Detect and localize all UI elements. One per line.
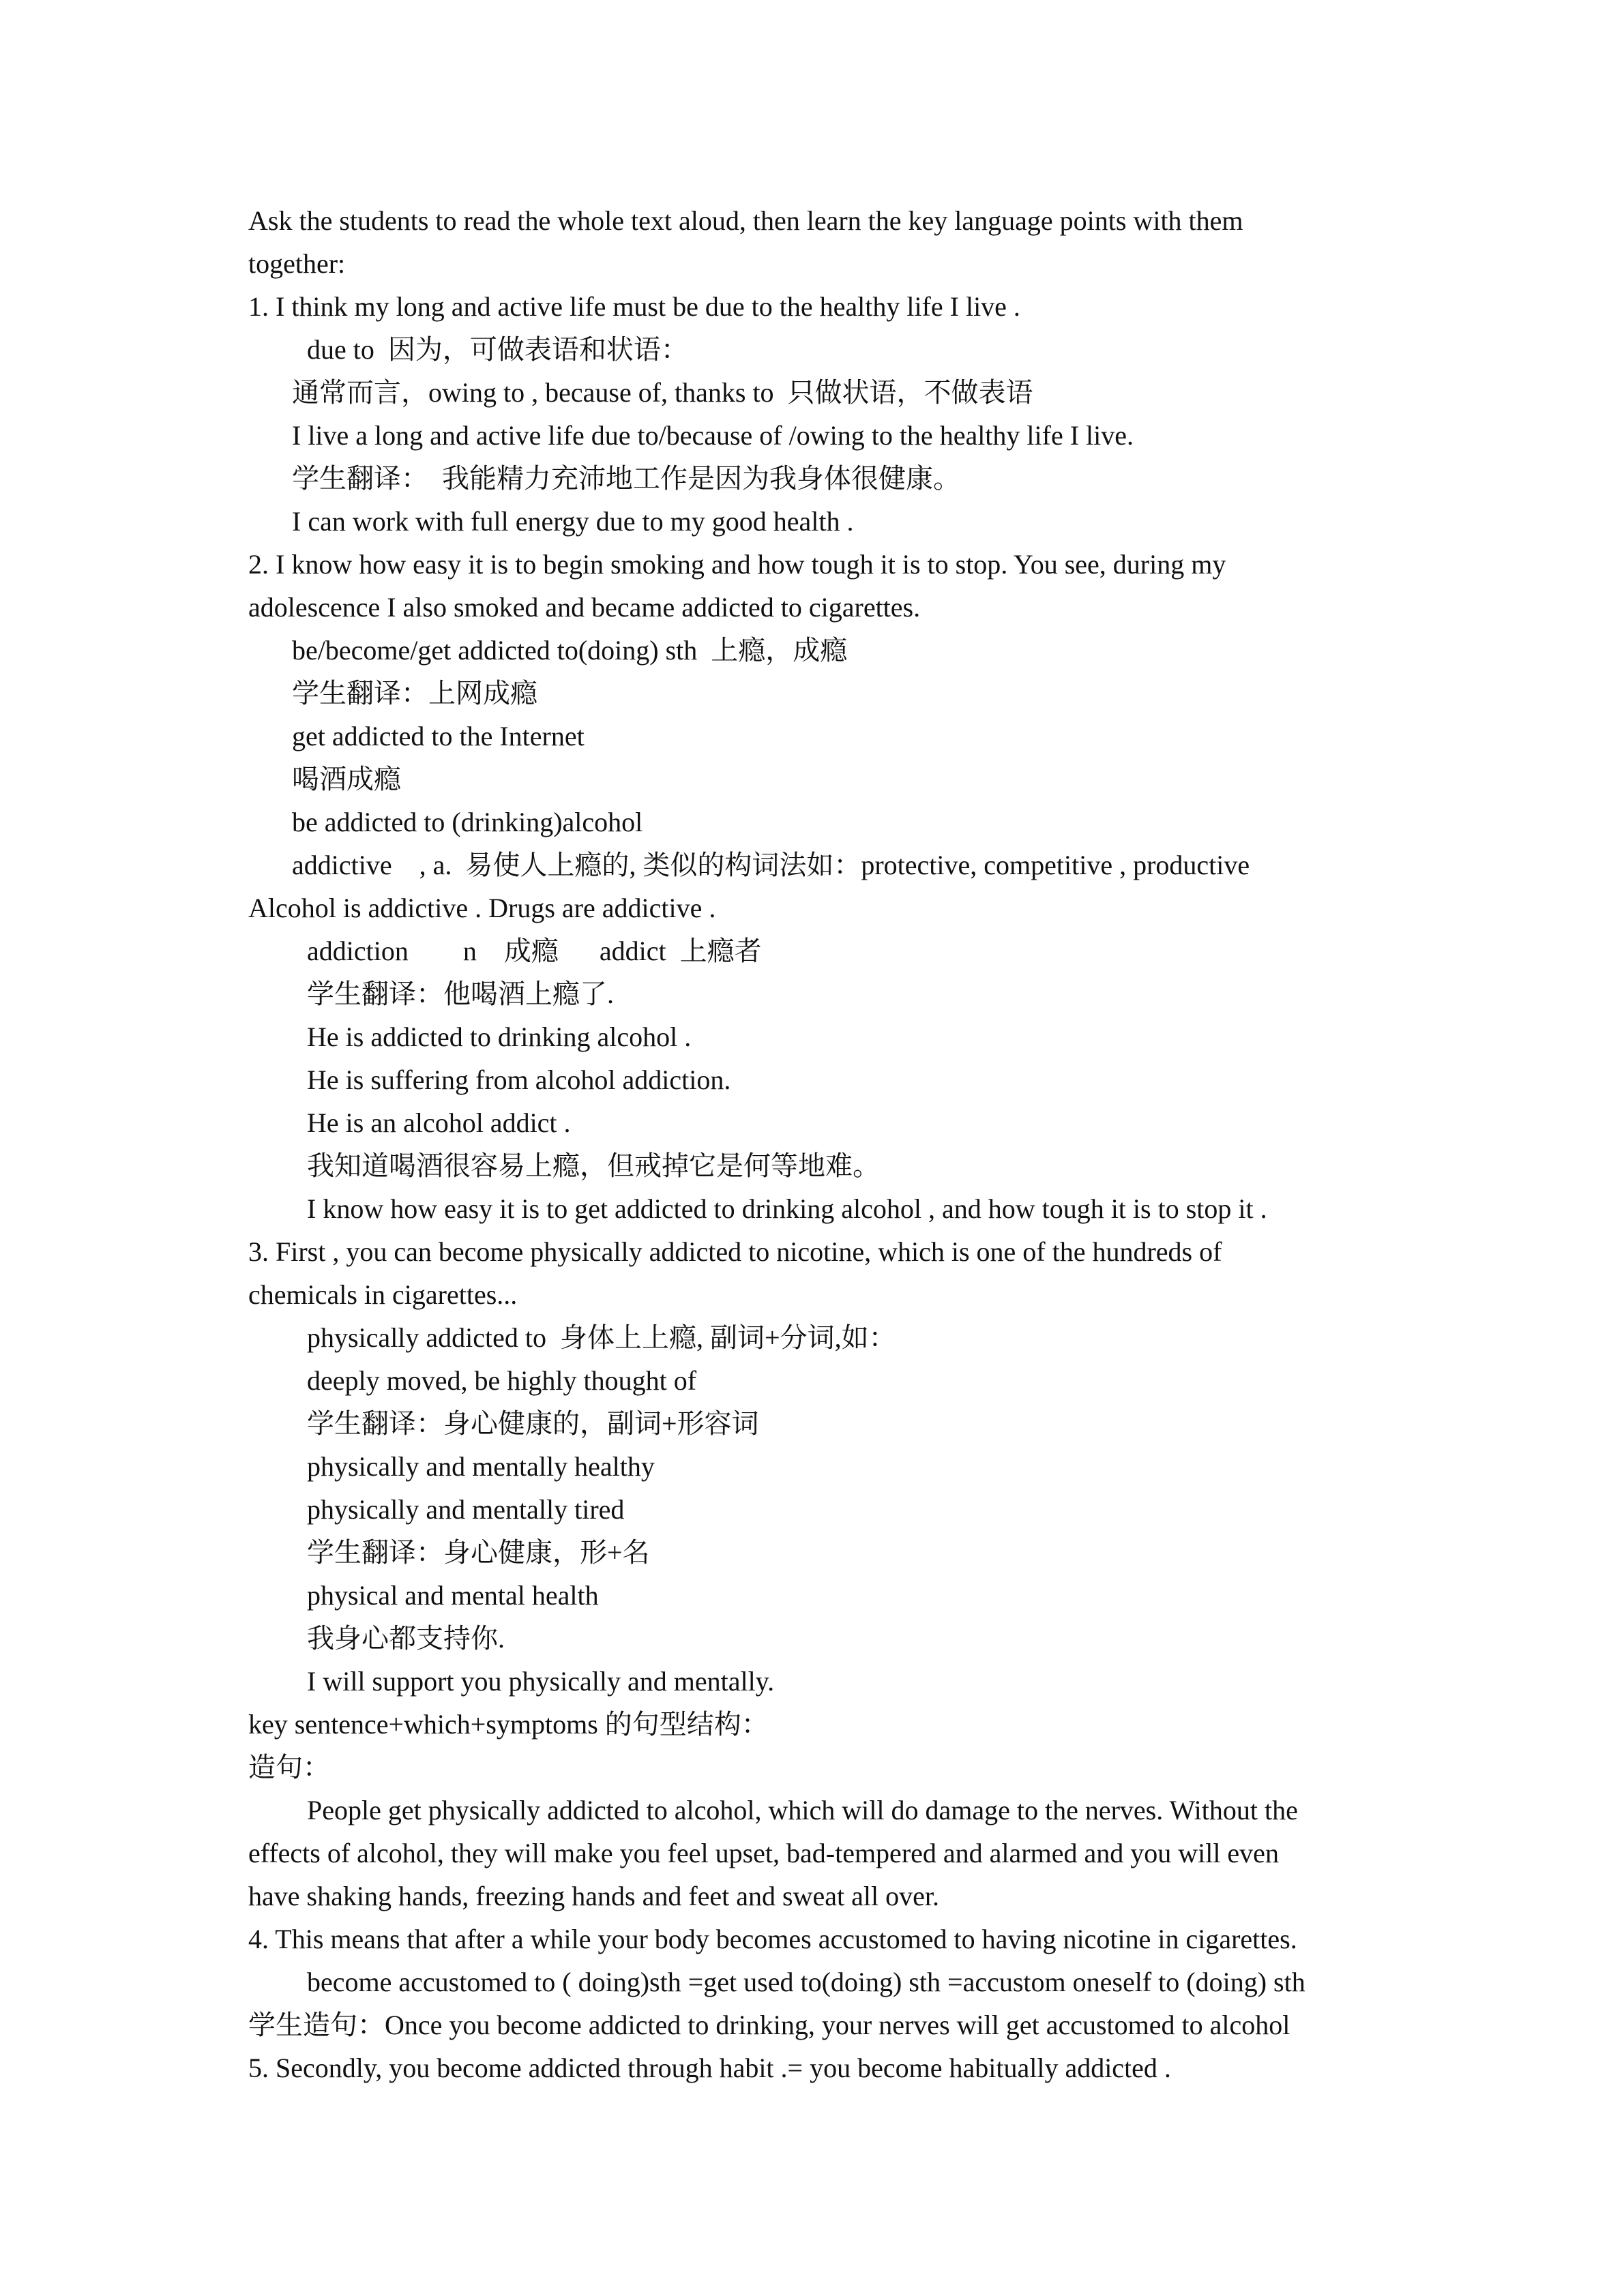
text-line: physically and mentally tired [307, 1494, 625, 1525]
text-line: together: [248, 248, 346, 279]
text-line: He is suffering from alcohol addiction. [307, 1064, 731, 1095]
text-line: physical and mental health [307, 1580, 599, 1611]
text-line: 学生翻译：身心健康，形+名 [307, 1537, 650, 1568]
text-line: People get physically addicted to alcohol, which will do damage to the nerves. Without the [307, 1795, 1298, 1825]
text-line: adolescence I also smoked and became addicted to cigarettes. [248, 592, 921, 623]
text-line: 3. First , you can become physically addicted to nicotine, which is one of the hundreds of [248, 1236, 1222, 1267]
text-line: I can work with full energy due to my good health . [292, 506, 854, 537]
text-line: 学生翻译：他喝酒上瘾了. [307, 979, 614, 1009]
text-line: 我身心都支持你. [307, 1623, 505, 1654]
text-line: 学生翻译： 我能精力充沛地工作是因为我身体很健康。 [292, 463, 960, 494]
text-line: be/become/get addicted to(doing) sth 上瘾，成瘾 [292, 635, 848, 666]
document-body [248, 199, 1394, 2089]
text-line: effects of alcohol, they will make you feel upset, bad-tempered and alarmed and you will even [248, 1838, 1279, 1868]
text-line: become accustomed to ( doing)sth =get used to(doing) sth =accustom oneself to (doing) sth [307, 1967, 1305, 1997]
text-line: Alcohol is addictive . Drugs are addictive . [248, 893, 716, 923]
text-line: get addicted to the Internet [292, 721, 585, 751]
text-line: I know how easy it is to get addicted to drinking alcohol , and how tough it is to stop it . [307, 1193, 1267, 1224]
text-line: 喝酒成瘾 [292, 764, 401, 794]
text-line: addictive , a. 易使人上瘾的, 类似的构词法如：protective, competitive , productive [292, 850, 1250, 880]
text-line: 2. I know how easy it is to begin smoking and how tough it is to stop. You see, during my [248, 549, 1226, 580]
text-line: addiction n 成瘾 addict 上瘾者 [307, 936, 762, 966]
text-line: be addicted to (drinking)alcohol [292, 807, 643, 837]
text-line: He is an alcohol addict . [307, 1107, 571, 1138]
text-line: have shaking hands, freezing hands and feet and sweat all over. [248, 1881, 939, 1911]
text-line: deeply moved, be highly thought of [307, 1365, 697, 1396]
text-line: Ask the students to read the whole text aloud, then learn the key language points with them [248, 205, 1243, 236]
text-line: I live a long and active life due to/because of /owing to the healthy life I live. [292, 420, 1134, 451]
text-line: key sentence+which+symptoms 的句型结构： [248, 1709, 769, 1740]
text-line: 学生翻译：上网成瘾 [292, 678, 537, 709]
text-line: due to 因为，可做表语和状语： [307, 334, 688, 365]
text-line: chemicals in cigarettes... [248, 1279, 518, 1310]
text-line: 4. This means that after a while your body becomes accustomed to having nicotine in cigarettes. [248, 1924, 1297, 1954]
text-line: 学生造句：Once you become addicted to drinking, your nerves will get accustomed to alcohol [248, 2010, 1290, 2040]
text-line: 5. Secondly, you become addicted through habit .= you become habitually addicted . [248, 2053, 1171, 2083]
text-line: 我知道喝酒很容易上瘾，但戒掉它是何等地难。 [307, 1150, 880, 1181]
text-line: 造句： [248, 1752, 330, 1783]
text-line: 通常而言，owing to , because of, thanks to 只做状语，不做表语 [292, 377, 1033, 408]
text-line: I will support you physically and mentally. [307, 1666, 775, 1697]
text-line: physically and mentally healthy [307, 1451, 655, 1482]
text-line: physically addicted to 身体上上瘾, 副词+分词,如： [307, 1322, 896, 1353]
text-line: 学生翻译：身心健康的，副词+形容词 [307, 1408, 759, 1439]
text-line: He is addicted to drinking alcohol . [307, 1022, 692, 1052]
text-line: 1. I think my long and active life must be due to the healthy life I live . [248, 291, 1020, 322]
